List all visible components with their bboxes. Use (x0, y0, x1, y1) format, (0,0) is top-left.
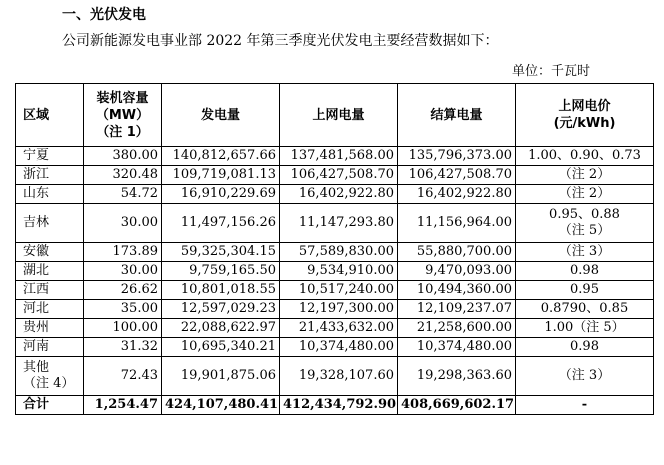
cell-settlement: 55,880,700.00 (398, 243, 516, 262)
cell-settlement: 21,258,600.00 (398, 319, 516, 338)
cell-generation: 140,812,657.66 (162, 147, 280, 166)
cell-region-line2: （注 4） (23, 376, 75, 391)
cell-price: （注 2） (516, 166, 654, 185)
cell-price: 1.00（注 5） (516, 319, 654, 338)
cell-grid: 10,517,240.00 (280, 281, 398, 300)
table-row (16, 319, 654, 338)
cell-settlement: 16,402,922.80 (398, 185, 516, 204)
table-row (16, 300, 654, 319)
table-header-row (16, 84, 654, 147)
cell-settlement: 106,427,508.70 (398, 166, 516, 185)
cell-capacity: 320.48 (84, 166, 162, 185)
cell-region: 安徽 (16, 243, 84, 262)
cell-price: 0.95 (516, 281, 654, 300)
cell-region: 宁夏 (16, 147, 84, 166)
header-capacity (84, 84, 162, 147)
cell-settlement: 11,156,964.00 (398, 204, 516, 243)
cell-price-line2: （注 5） (558, 223, 611, 238)
cell-grid: 9,534,910.00 (280, 262, 398, 281)
header-region: 区域 (16, 84, 84, 147)
cell-generation: 12,597,029.23 (162, 300, 280, 319)
table-row (16, 338, 654, 357)
table-row (16, 357, 654, 396)
table-row (16, 281, 654, 300)
cell-capacity: 35.00 (84, 300, 162, 319)
table-row (16, 147, 654, 166)
cell-capacity: 54.72 (84, 185, 162, 204)
cell-region: 河南 (16, 338, 84, 357)
cell-grid: 106,427,508.70 (280, 166, 398, 185)
header-price-line2: (元/kWh) (553, 116, 616, 131)
table-row (16, 185, 654, 204)
header-grid: 上网电量 (280, 84, 398, 147)
cell-generation: 19,901,875.06 (162, 357, 280, 396)
cell-grid: 137,481,568.00 (280, 147, 398, 166)
cell-generation: 59,325,304.15 (162, 243, 280, 262)
cell-generation: 11,497,156.26 (162, 204, 280, 243)
header-generation: 发电量 (162, 84, 280, 147)
header-capacity-line3: （注 1） (96, 124, 149, 140)
cell-capacity: 380.00 (84, 147, 162, 166)
cell-region: 浙江 (16, 166, 84, 185)
total-settlement: 408,669,602.17 (398, 396, 516, 415)
cell-generation: 9,759,165.50 (162, 262, 280, 281)
cell-settlement: 10,494,360.00 (398, 281, 516, 300)
cell-region (16, 357, 84, 396)
table-row (16, 243, 654, 262)
total-capacity: 1,254.47 (84, 396, 162, 415)
cell-generation: 109,719,081.13 (162, 166, 280, 185)
cell-region: 江西 (16, 281, 84, 300)
cell-price: 0.98 (516, 262, 654, 281)
unit-label: 单位：千瓦时 (512, 64, 591, 79)
header-settlement: 结算电量 (398, 84, 516, 147)
pv-generation-table (15, 83, 654, 415)
cell-grid: 11,147,293.80 (280, 204, 398, 243)
cell-settlement: 10,374,480.00 (398, 338, 516, 357)
cell-generation: 22,088,622.97 (162, 319, 280, 338)
header-capacity-line2: （MW） (95, 107, 150, 123)
cell-capacity: 31.32 (84, 338, 162, 357)
table-row (16, 166, 654, 185)
cell-capacity: 26.62 (84, 281, 162, 300)
cell-capacity: 30.00 (84, 262, 162, 281)
cell-region: 山东 (16, 185, 84, 204)
intro-text: 公司新能源发电事业部 2022 年第三季度光伏发电主要经营数据如下： (62, 33, 499, 49)
cell-capacity: 30.00 (84, 204, 162, 243)
cell-grid: 19,328,107.60 (280, 357, 398, 396)
cell-grid: 10,374,480.00 (280, 338, 398, 357)
total-row (16, 396, 654, 415)
cell-settlement: 135,796,373.00 (398, 147, 516, 166)
total-generation: 424,107,480.41 (162, 396, 280, 415)
cell-grid: 21,433,632.00 (280, 319, 398, 338)
header-price-line1: 上网电价 (558, 99, 611, 114)
total-grid: 412,434,792.90 (280, 396, 398, 415)
cell-generation: 10,695,340.21 (162, 338, 280, 357)
cell-price: 0.98 (516, 338, 654, 357)
cell-generation: 16,910,229.69 (162, 185, 280, 204)
table-row (16, 262, 654, 281)
total-label: 合计 (16, 396, 84, 415)
cell-capacity: 100.00 (84, 319, 162, 338)
cell-generation: 10,801,018.55 (162, 281, 280, 300)
cell-settlement: 12,109,237.07 (398, 300, 516, 319)
cell-price: （注 2） (516, 185, 654, 204)
cell-grid: 16,402,922.80 (280, 185, 398, 204)
cell-region: 吉林 (16, 204, 84, 243)
cell-region: 湖北 (16, 262, 84, 281)
cell-settlement: 19,298,363.60 (398, 357, 516, 396)
header-capacity-line1: 装机容量 (96, 90, 149, 106)
header-price (516, 84, 654, 147)
cell-price: （注 3） (516, 357, 654, 396)
cell-price-line1: 0.95、0.88 (549, 207, 620, 222)
cell-capacity: 173.89 (84, 243, 162, 262)
cell-grid: 57,589,830.00 (280, 243, 398, 262)
total-price: - (516, 396, 654, 415)
cell-region: 贵州 (16, 319, 84, 338)
table-row (16, 204, 654, 243)
cell-price: 1.00、0.90、0.73 (516, 147, 654, 166)
cell-price (516, 204, 654, 243)
cell-capacity: 72.43 (84, 357, 162, 396)
cell-grid: 12,197,300.00 (280, 300, 398, 319)
cell-region: 河北 (16, 300, 84, 319)
section-title: 一、光伏发电 (62, 7, 146, 23)
cell-region-line1: 其他 (23, 360, 50, 375)
cell-price: 0.8790、0.85 (516, 300, 654, 319)
cell-price: （注 3） (516, 243, 654, 262)
cell-settlement: 9,470,093.00 (398, 262, 516, 281)
